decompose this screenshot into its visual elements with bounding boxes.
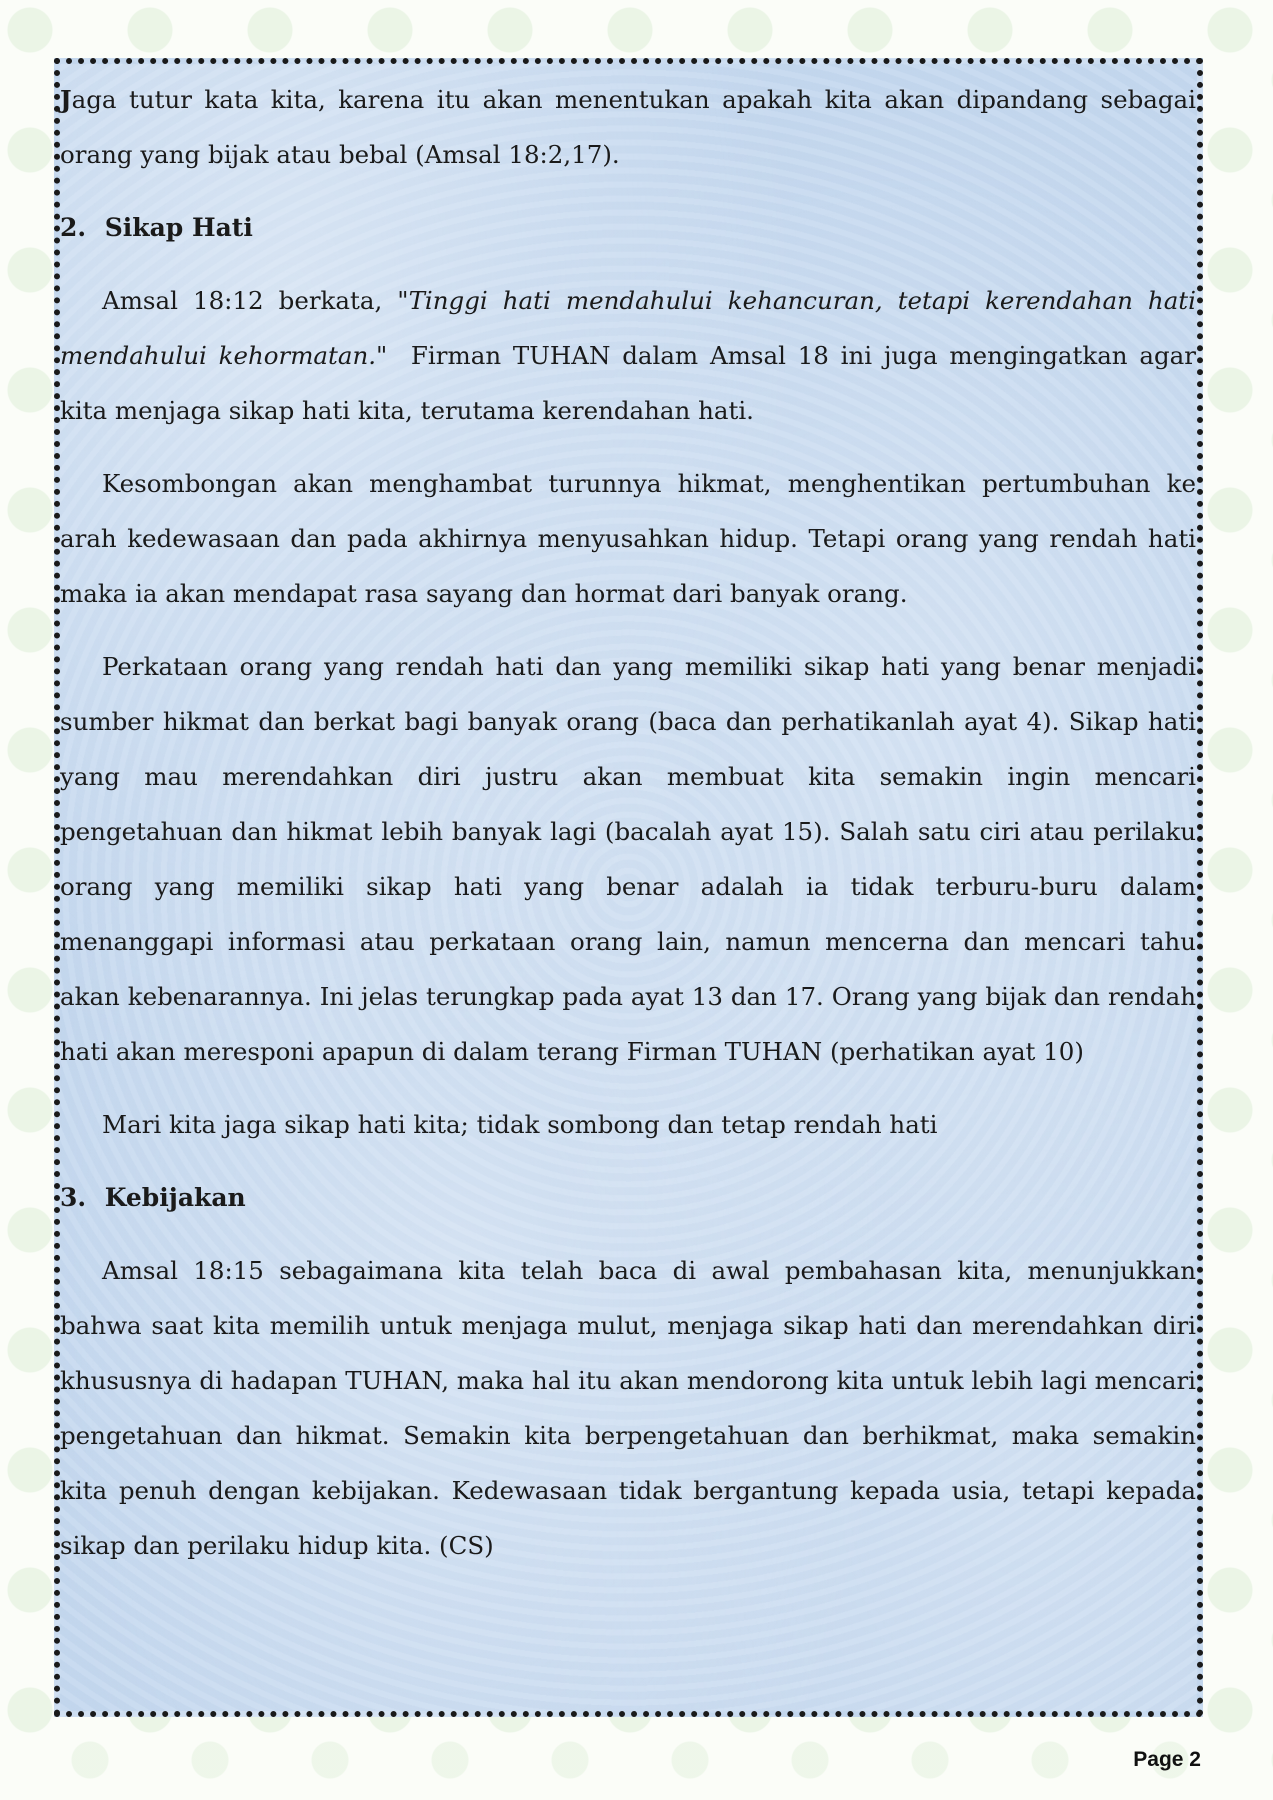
section-2-paragraph-4: Mari kita jaga sikap hati kita; tidak sombong dan tetap rendah hati [102, 1110, 938, 1139]
intro-first-letter: J [60, 85, 72, 114]
section-3-number: 3. [60, 1183, 87, 1212]
intro-text: aga tutur kata kita, karena itu akan menentukan apakah kita akan dipandang sebagai orang yang bijak atau bebal (Amsal 18:2,17). [60, 85, 1196, 169]
section-2-number: 2. [60, 213, 87, 242]
section-2-paragraph-1 [60, 273, 1204, 438]
section-3-heading [60, 1170, 1196, 1225]
document-body [60, 72, 1204, 1573]
page-number: Page 2 [1133, 1748, 1201, 1771]
section-2-heading [60, 200, 1196, 255]
section-2-paragraph-2: Kesombongan akan menghambat turunnya hikmat, menghentikan pertumbuhan ke arah kedewasaan dan pada akhirnya menyusahkan hidup. Tetapi orang yang rendah hati maka ia akan mendapat rasa sayang dan hormat dari banyak orang. [60, 469, 1196, 608]
section-3-title: Kebijakan [104, 1183, 246, 1212]
section-2-p1-after: Firman TUHAN dalam Amsal 18 ini juga mengingatkan agar kita menjaga sikap hati kita, terutama kerendahan hati. [60, 341, 1204, 425]
section-2-p1-before: Amsal 18:12 berkata, [102, 286, 398, 315]
section-2-title: Sikap Hati [104, 213, 253, 242]
section-3-paragraph-1: Amsal 18:15 sebagaimana kita telah baca di awal pembahasan kita, menunjukkan bahwa saat kita memilih untuk menjaga mulut, menjaga sikap hati dan merendahkan diri khususnya di hadapan TUHAN, maka hal itu akan mendorong kita untuk lebih lagi mencari pengetahuan dan hikmat. Semakin kita berpengetahuan dan berhikmat, maka semakin kita penuh dengan kebijakan. Kedewasaan tidak bergantung kepada usia, tetapi kepada sikap dan perilaku hidup kita. (CS) [60, 1256, 1196, 1560]
section-2-p1-quote: "Tinggi hati mendahului kehancuran, tetapi kerendahan hati mendahului kehormatan." [60, 286, 1196, 370]
intro-paragraph [60, 72, 1196, 182]
section-2-paragraph-3: Perkataan orang yang rendah hati dan yang memiliki sikap hati yang benar menjadi sumber hikmat dan berkat bagi banyak orang (baca dan perhatikanlah ayat 4). Sikap hati yang mau merendahkan diri justru akan membuat kita semakin ingin mencari pengetahuan dan hikmat lebih banyak lagi (bacalah ayat 15). Salah satu ciri atau perilaku orang yang memiliki sikap hati yang benar adalah ia tidak terburu-buru dalam menanggapi informasi atau perkataan orang lain, namun mencerna dan mencari tahu akan kebenarannya. Ini jelas terungkap pada ayat 13 dan 17. Orang yang bijak dan rendah hati akan meresponi apapun di dalam terang Firman TUHAN (perhatikan ayat 10) [60, 652, 1196, 1066]
